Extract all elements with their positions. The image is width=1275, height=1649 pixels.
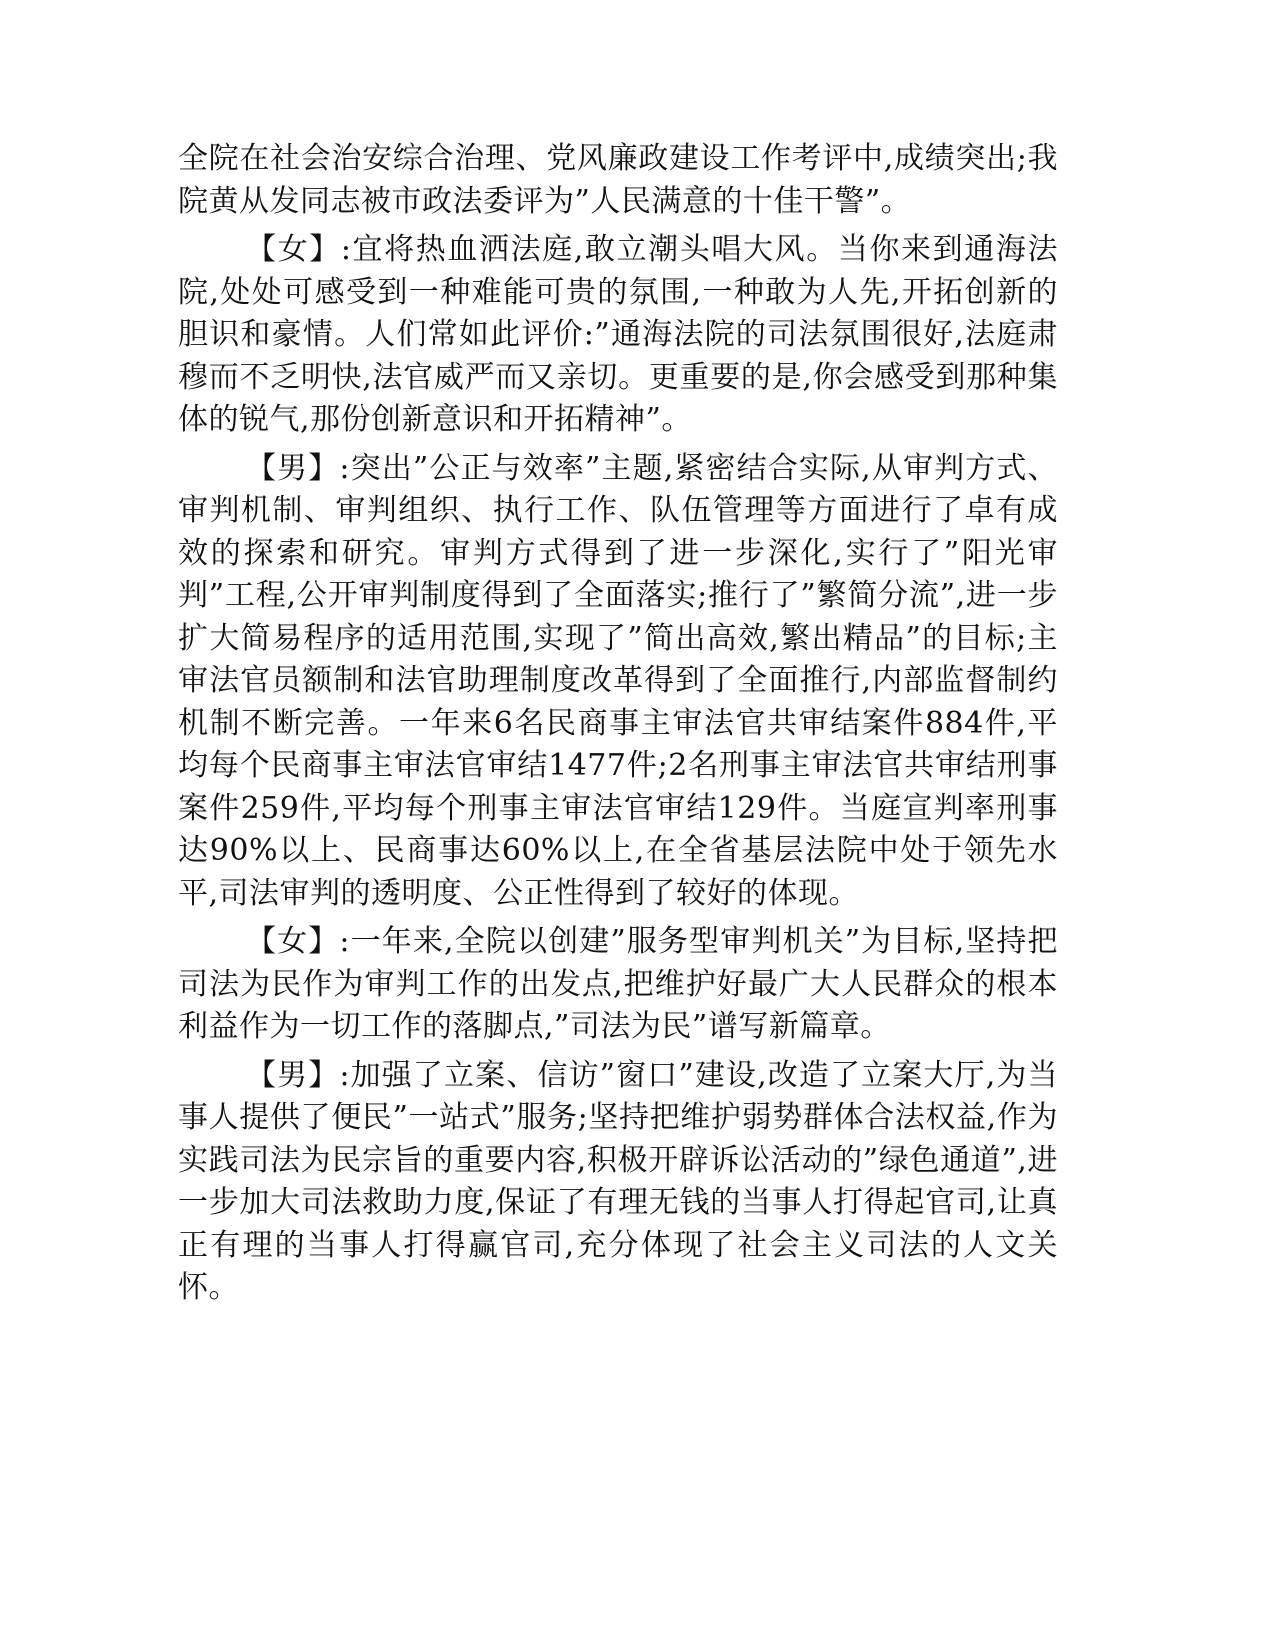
- paragraph-4: 【女】:一年来,全院以创建”服务型审判机关”为目标,坚持把司法为民作为审判工作的出发点,把维护好最广大人民群众的根本利益作为一切工作的落脚点,”司法为民”谱写新篇章。: [178, 924, 1058, 1044]
- document-body: [178, 138, 1058, 1310]
- paragraph-3: 【男】:突出”公正与效率”主题,紧密结合实际,从审判方式、审判机制、审判组织、执行工作、队伍管理等方面进行了卓有成效的探索和研究。审判方式得到了进一步深化,实行了”阳光审判”工程,公开审判制度得到了全面落实;推行了”繁简分流”,进一步扩大简易程序的适用范围,实现了”简出高效,繁出精品”的目标;主审法官员额制和法官助理制度改革得到了全面推行,内部监督制约机制不断完善。一年来6名民商事主审法官共审结案件884件,平均每个民商事主审法官审结1477件;2名刑事主审法官共审结刑事案件259件,平均每个刑事主审法官审结129件。当庭宣判率刑事达90%以上、民商事达60%以上,在全省基层法院中处于领先水平,司法审判的透明度、公正性得到了较好的体现。: [178, 450, 1058, 911]
- paragraph-2: 【女】:宜将热血洒法庭,敢立潮头唱大风。当你来到通海法院,处处可感受到一种难能可贵的氛围,一种敢为人先,开拓创新的胆识和豪情。人们常如此评价:”通海法院的司法氛围很好,法庭肃穆而不乏明快,法官威严而又亲切。更重要的是,你会感受到那种集体的锐气,那份创新意识和开拓精神”。: [178, 232, 1058, 437]
- paragraph-5: 【男】:加强了立案、信访”窗口”建设,改造了立案大厅,为当事人提供了便民”一站式”服务;坚持把维护弱势群体合法权益,作为实践司法为民宗旨的重要内容,积极开辟诉讼活动的”绿色通道”,进一步加大司法救助力度,保证了有理无钱的当事人打得起官司,让真正有理的当事人打得赢官司,充分体现了社会主义司法的人文关怀。: [178, 1057, 1058, 1305]
- paragraph-1: 全院在社会治安综合治理、党风廉政建设工作考评中,成绩突出;我院黄从发同志被市政法委评为”人民满意的十佳干警”。: [178, 141, 1058, 219]
